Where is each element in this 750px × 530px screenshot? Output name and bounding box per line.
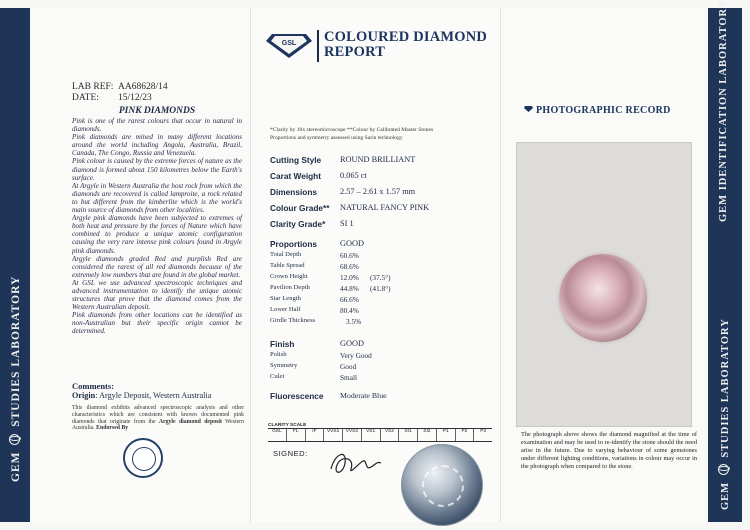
pink-diamonds-text — [72, 117, 242, 336]
gsl-seal-icon — [123, 438, 163, 478]
fluorescence-label: Fluorescence — [270, 391, 324, 401]
clarity-scale-cell: VVS1 — [324, 429, 343, 441]
report-title — [324, 30, 487, 60]
finish-row-label: Symmetry — [270, 362, 298, 369]
report-title-line1: COLOURED DIAMOND — [324, 29, 488, 45]
lab-ref-value: AA68628/14 — [118, 82, 168, 92]
proportion-value: 44.8% — [340, 284, 359, 293]
photographic-record-text: PHOTOGRAPHIC RECORD — [536, 105, 671, 116]
right-strip-text-identification: GEM IDENTIFICATION LABORATORY — [718, 0, 729, 222]
disclaimer-deposit: Argyle diamond deposit — [158, 418, 222, 425]
date-value: 15/12/23 — [118, 93, 152, 103]
finish-label: Finish — [270, 339, 295, 349]
clarity-scale-cell: IF — [306, 429, 325, 441]
proportion-value: 68.6% — [340, 262, 359, 271]
pink-paragraph: Pink diamonds from other locations can be identified as non-Australian but their specific origin cannot be determined. — [72, 311, 242, 336]
proportion-angle: (37.5°) — [370, 273, 391, 282]
clarity-scale-cell: P1 — [437, 429, 456, 441]
gsl-diamond-logo-icon — [266, 30, 312, 58]
pink-paragraph: Argyle diamonds graded Red and purplish Red are considered the rarest of all red diamonds because of the extremely low numbers that are found in the global market. — [72, 254, 242, 279]
spec-label: Colour Grade** — [270, 203, 330, 213]
lab-reference-block — [72, 82, 168, 104]
photo-caption: The photograph above shows the diamond magnified at the time of examination and may be used to re-identify the stone should the need arise in the future. Due to varying behaviour of some gemstones under different lighting conditions, variations in colour may occur in the photograph when compared to the stone. — [521, 431, 697, 470]
left-strip-text-gem: GEM — [10, 451, 22, 482]
date-row — [72, 93, 168, 104]
finish-value: GOOD — [340, 339, 364, 348]
globe-icon — [718, 464, 729, 475]
date-label: DATE: — [72, 93, 99, 103]
clarity-scale-cell: GSL — [268, 429, 287, 441]
origin-label: Origin — [72, 391, 96, 400]
clarity-scale-cell: VS1 — [362, 429, 381, 441]
lab-ref-label: LAB REF: — [72, 82, 114, 92]
spec-value: NATURAL FANCY PINK — [340, 203, 430, 212]
clarity-scale-cell: VVS2 — [343, 429, 362, 441]
left-strip-label — [9, 276, 22, 482]
clarity-scale-cell: FL — [287, 429, 306, 441]
disclaimer-text: Western Australia. — [72, 418, 245, 432]
origin-line — [72, 391, 211, 400]
proportion-label: Star Length — [270, 295, 301, 302]
header-divider — [317, 30, 319, 62]
signature-image — [325, 447, 383, 479]
proportion-label: Table Spread — [270, 262, 305, 269]
clarity-scale-cell: SI1 — [399, 429, 418, 441]
spec-value: SI 1 — [340, 219, 354, 228]
proportions-label: Proportions — [270, 239, 318, 249]
spec-label: Carat Weight — [270, 171, 322, 181]
proportions-value: GOOD — [340, 239, 364, 248]
diamond-photo — [559, 254, 647, 342]
comments-title: Comments: — [72, 381, 115, 391]
finish-row-value: Small — [340, 373, 358, 382]
notes-line: *Clarity by 10x stereomicroscope **Colour by Calibrated Master Stones — [270, 127, 434, 133]
right-strip-text-lab: STUDIES LABORATORY — [720, 318, 731, 458]
notes-line: Proportions and symmetry assessed using Sarin technology — [270, 135, 403, 141]
grading-notes — [270, 126, 492, 142]
spec-label: Cutting Style — [270, 155, 322, 165]
disclaimer-text: This diamond exhibits advanced spectroscopic analysis and other characteristics which are consistent with known documented pink diamonds that originate from the — [72, 405, 244, 425]
pink-diamonds-title: PINK DIAMONDS — [118, 106, 196, 116]
proportion-value: 60.6% — [340, 251, 359, 260]
proportion-value: 12.0% — [340, 273, 359, 282]
proportion-label: Pavilion Depth — [270, 284, 310, 291]
logo-text: GSL — [281, 40, 297, 47]
spec-label: Clarity Grade* — [270, 219, 326, 229]
fluorescence-value: Moderate Blue — [340, 391, 387, 400]
proportion-value: 3.5% — [346, 317, 362, 326]
pink-paragraph: At GSL we use advanced spectroscopic techniques and advanced instrumentation to identify the unique atomic structures that prove that the diamond comes from the Western Australian deposit. — [72, 278, 242, 312]
proportion-label: Crown Height — [270, 273, 308, 280]
diamond-icon — [524, 106, 533, 112]
spec-value: ROUND BRILLIANT — [340, 155, 416, 164]
clarity-scale-cell: VS2 — [381, 429, 400, 441]
origin-value: : Argyle Deposit, Western Australia — [95, 391, 212, 400]
finish-row-label: Polish — [270, 351, 287, 358]
clarity-scale-cell: P3 — [480, 429, 487, 434]
disclaimer-endorsed: Endorsed By — [96, 425, 129, 432]
finish-row-value: Very Good — [340, 351, 372, 360]
proportion-label: Girdle Thickness — [270, 317, 316, 324]
right-strip-bottom-label — [718, 318, 731, 510]
proportion-value: 80.4% — [340, 306, 359, 315]
hologram-seal-icon — [401, 444, 483, 526]
left-strip-text-lab: STUDIES LABORATORY — [10, 275, 22, 427]
proportion-value: 66.6% — [340, 295, 359, 304]
pink-paragraph: Pink diamonds are mined in many different locations around the world including Angola, Australia, Brazil, Canada, The Congo, Russia and Venezuela. — [72, 133, 242, 158]
report-title-line2: REPORT — [324, 44, 386, 60]
right-strip-text-gem: GEM — [720, 481, 731, 510]
clarity-scale-cell: SI2 — [418, 429, 437, 441]
globe-icon — [9, 434, 20, 445]
origin-disclaimer — [72, 405, 244, 432]
right-strip-top-label — [718, 0, 729, 222]
photographic-record-title — [524, 105, 671, 116]
pink-paragraph: Argyle pink diamonds have been subjected to extremes of both heat and pressure by the forces of Nature which have combined to produce a unique atomic configuration causing the very rare intense pink colours found in Argyle pink diamonds. — [72, 214, 242, 255]
proportion-angle: (41.8°) — [370, 284, 391, 293]
proportion-label: Total Depth — [270, 251, 302, 258]
spec-label: Dimensions — [270, 187, 318, 197]
pink-paragraph: At Argyle in Western Australia the host rock from which the diamonds are recovered is called lamproite, a rock related to but different from the kimberlite which is the world's main source of diamonds from other localities. — [72, 181, 242, 215]
clarity-scale — [268, 428, 492, 442]
finish-row-value: Good — [340, 362, 357, 371]
pink-paragraph: Pink is one of the rarest colours that occur in natural in diamonds. — [72, 117, 242, 134]
proportion-label: Lower Half — [270, 306, 301, 313]
clarity-scale-title: CLARITY SCALE — [268, 423, 307, 428]
spec-value: 2.57 – 2.61 x 1.57 mm — [340, 187, 416, 196]
clarity-scale-cell: P2 — [456, 429, 475, 441]
lab-ref-row — [72, 82, 168, 93]
spec-value: 0.065 ct — [340, 171, 367, 180]
finish-row-label: Culet — [270, 373, 285, 380]
signed-label: SIGNED: — [273, 449, 308, 458]
pink-paragraph: Pink colour is caused by the extreme forces of nature as the diamond is formed about 150 kilometres below the Earth's surface. — [72, 157, 242, 182]
